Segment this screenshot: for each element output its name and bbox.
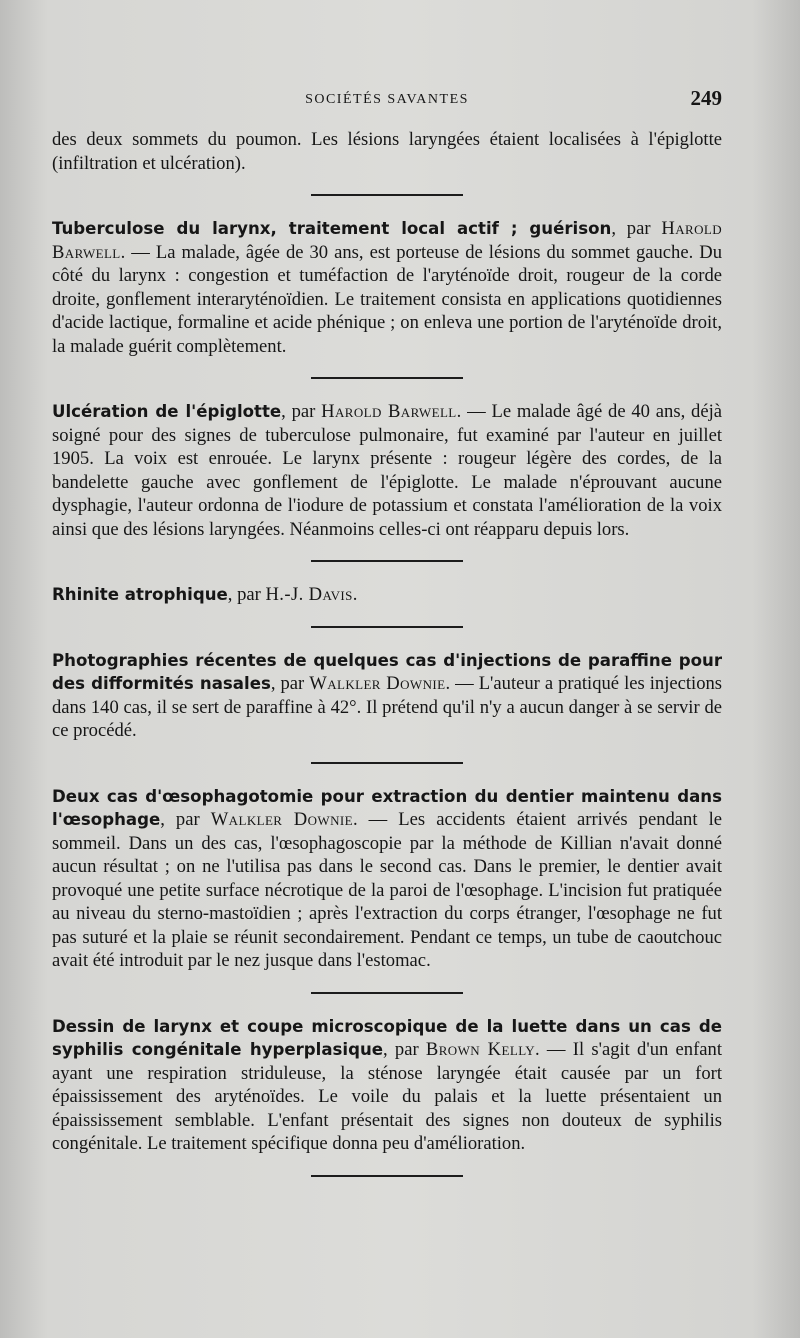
article-ulceration [52, 400, 722, 541]
article-title: Deux cas d'œsophagotomie pour extraction du dentier maintenu dans l'œsophage [52, 786, 722, 829]
article-text: . — Les accidents étaient arrivés pendant le sommeil. Dans un des cas, l'œsophagoscopie par la méthode de Killian n'avait donné aucun résultat ; on ne l'utilisa pas dans le second cas. Dans le premier, le dentier avait provoqué une petite surface nécrotique de la paroi de l'œsophage. L'incision fut pratiquée au niveau du sterno-mastoïdien ; après l'extraction du corps étranger, l'œsophage ne fut pas suturé et la plaie se réunit secondairement. Pendant ce temps, un tube de caoutchouc avait été introduit par le nez jusque dans l'estomac. [52, 809, 722, 971]
par-text: , par [160, 809, 211, 830]
section-divider [311, 194, 463, 196]
article-text: . — Le malade âgé de 40 ans, déjà soigné pour des signes de tuberculose pulmonaire, fut examiné par l'auteur en juillet 1905. La voix est enrouée. Le larynx présente : rougeur légère des cordes, de la bandelette gauche avec gonflement de l'épiglotte. Le malade n'éprouvant aucune dysphagie, l'auteur ordonna de l'iodure de potassium et constata l'amélioration de la voix ainsi que des lésions laryngées. Néanmoins celles-ci ont réapparu depuis lors. [52, 401, 722, 540]
par-text: , par [270, 673, 310, 694]
article-title: Dessin de larynx et coupe microscopique de la luette dans un cas de syphilis congénitale hyperplasique [52, 1016, 722, 1059]
article-rhinite [52, 583, 722, 607]
article-text: . [352, 584, 358, 605]
article-title: Ulcération de l'épiglotte [52, 402, 282, 421]
article-author: Brown Kelly [425, 1039, 536, 1060]
par-text: , par [281, 401, 322, 422]
par-text: , par [611, 218, 662, 239]
section-divider [311, 560, 463, 562]
article-tuberculose [52, 217, 722, 358]
article-title: Tuberculose du larynx, traitement local actif ; guérison [52, 219, 612, 238]
section-divider [311, 377, 463, 379]
article-author: Walkler Downie [210, 809, 353, 830]
par-text: , par [383, 1039, 426, 1060]
article-author: H.-J. Davis [265, 584, 353, 605]
article-title: Photographies récentes de quelques cas d'injections de paraffine pour des difformités nasales [52, 650, 722, 693]
par-text: , par [227, 584, 266, 605]
section-divider [311, 992, 463, 994]
section-divider [311, 1175, 463, 1177]
article-oesophagotomie [52, 785, 722, 973]
article-text: . — La malade, âgée de 30 ans, est porteuse de lésions du sommet gauche. Du côté du larynx : congestion et tuméfaction de l'aryténoïde droit, rougeur de la corde droite, gonflement interaryténoïdien. Le traitement consista en applications quotidiennes d'acide lactique, formaline et acide phénique ; on enleva une portion de l'aryténoïde droit, la malade guérit complètement. [52, 241, 722, 357]
paragraph-text: des deux sommets du poumon. Les lésions laryngées étaient localisées à l'épiglotte (infiltration et ulcération). [52, 129, 722, 174]
page-body [52, 128, 722, 1198]
continued-paragraph [52, 128, 722, 175]
running-head: SOCIÉTÉS SAVANTES [305, 92, 469, 107]
article-author: Walkler Downie [309, 673, 446, 694]
page-number: 249 [690, 86, 722, 110]
article-author: Harold Barwell [52, 218, 722, 263]
article-author: Harold Barwell [321, 401, 457, 422]
article-larynx-syphilis [52, 1015, 722, 1156]
article-text: . — Il s'agit d'un enfant ayant une respiration striduleuse, la sténose laryngée était causée par un fort épaississement des aryténoïdes. Le voile du palais et la luette présentaient un épaississement semblable. L'enfant présentait des signes non douteux de syphilis congénitale. Le traitement spécifique donna peu d'amélioration. [52, 1039, 722, 1154]
page-header [52, 86, 722, 112]
section-divider [311, 762, 463, 764]
article-photographies [52, 649, 722, 743]
section-divider [311, 626, 463, 628]
article-text: . — L'auteur a pratiqué les injections dans 140 cas, il se sert de paraffine à 42°. Il prétend qu'il n'y a aucun danger à se servir de ce procédé. [52, 673, 723, 741]
article-title: Rhinite atrophique [52, 585, 228, 604]
